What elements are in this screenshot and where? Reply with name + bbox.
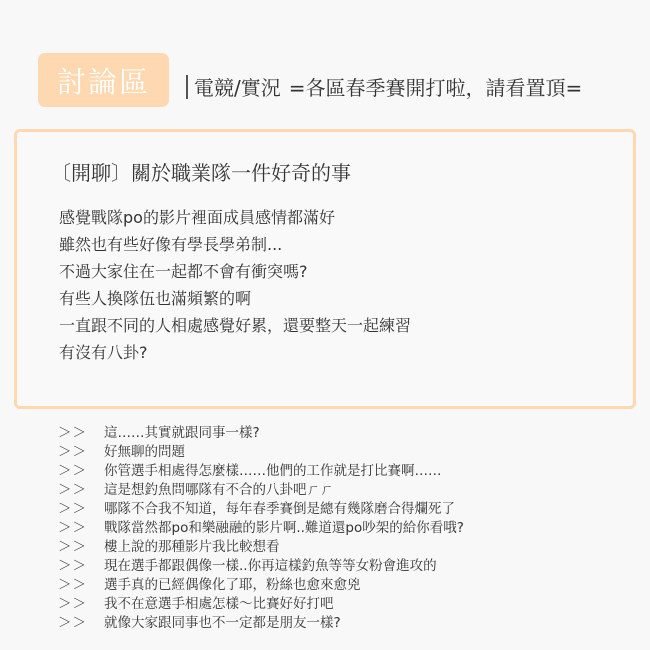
reply-item: [58, 462, 464, 481]
reply-text: 好無聊的問題: [104, 444, 185, 460]
announcement-text[interactable]: =各區春季賽開打啦，請看置頂=: [288, 76, 583, 100]
reply-list: [58, 424, 464, 633]
reply-item: [58, 519, 464, 538]
reply-marker: ＞＞: [58, 539, 87, 555]
header: [38, 53, 640, 107]
reply-marker: ＞＞: [58, 463, 87, 479]
reply-marker: ＞＞: [58, 577, 87, 593]
post-title[interactable]: 〔開聊〕關於職業隊一件好奇的事: [51, 161, 351, 185]
post-body-line: 不過大家住在一起都不會有衝突嗎?: [59, 262, 308, 281]
reply-text: 戰隊當然都po和樂融融的影片啊..難道還po吵架的給你看哦?: [104, 520, 464, 536]
reply-item: [58, 500, 464, 519]
reply-item: [58, 595, 464, 614]
post-body-line: 感覺戰隊po的影片裡面成員感情都滿好: [59, 208, 335, 227]
reply-marker: ＞＞: [58, 558, 87, 574]
reply-text: 選手真的已經偶像化了耶，粉絲也愈來愈兇: [104, 577, 361, 593]
reply-marker: ＞＞: [58, 501, 87, 517]
reply-text: 這……其實就跟同事一樣?: [104, 425, 260, 441]
reply-text: 哪隊不合我不知道，每年春季賽倒是總有幾隊磨合得爛死了: [104, 501, 455, 517]
header-divider: [186, 75, 188, 99]
reply-marker: ＞＞: [58, 520, 87, 536]
reply-text: 這是想釣魚問哪隊有不合的八卦吧ㄏㄏ: [104, 482, 334, 498]
reply-item: [58, 424, 464, 443]
category-label[interactable]: 電競/實況: [194, 76, 281, 100]
reply-marker: ＞＞: [58, 615, 87, 631]
reply-text: 就像大家跟同事也不一定都是朋友一樣?: [104, 615, 341, 631]
reply-item: [58, 443, 464, 462]
reply-item: [58, 481, 464, 500]
post-body-line: 雖然也有些好像有學長學弟制...: [59, 235, 283, 254]
reply-text: 你管選手相處得怎麼樣……他們的工作就是打比賽啊……: [104, 463, 442, 479]
reply-item: [58, 576, 464, 595]
reply-marker: ＞＞: [58, 482, 87, 498]
reply-text: 樓上說的那種影片我比較想看: [104, 539, 280, 555]
reply-text: 我不在意選手相處怎樣～比賽好好打吧: [104, 596, 334, 612]
reply-item: [58, 614, 464, 633]
post-card: [14, 129, 636, 409]
post-body-line: 有沒有八卦?: [59, 343, 148, 362]
post-body: [59, 204, 411, 366]
reply-marker: ＞＞: [58, 444, 87, 460]
post-body-line: 有些人換隊伍也滿頻繁的啊: [59, 289, 252, 308]
post-body-line: 一直跟不同的人相處感覺好累，還要整天一起練習: [59, 316, 412, 335]
reply-item: [58, 557, 464, 576]
board-badge-button[interactable]: 討論區: [38, 53, 169, 107]
reply-text: 現在選手都跟偶像一樣..你再這樣釣魚等等女粉會進攻的: [104, 558, 437, 574]
reply-marker: ＞＞: [58, 596, 87, 612]
header-title: [186, 72, 582, 101]
reply-marker: ＞＞: [58, 425, 87, 441]
reply-item: [58, 538, 464, 557]
